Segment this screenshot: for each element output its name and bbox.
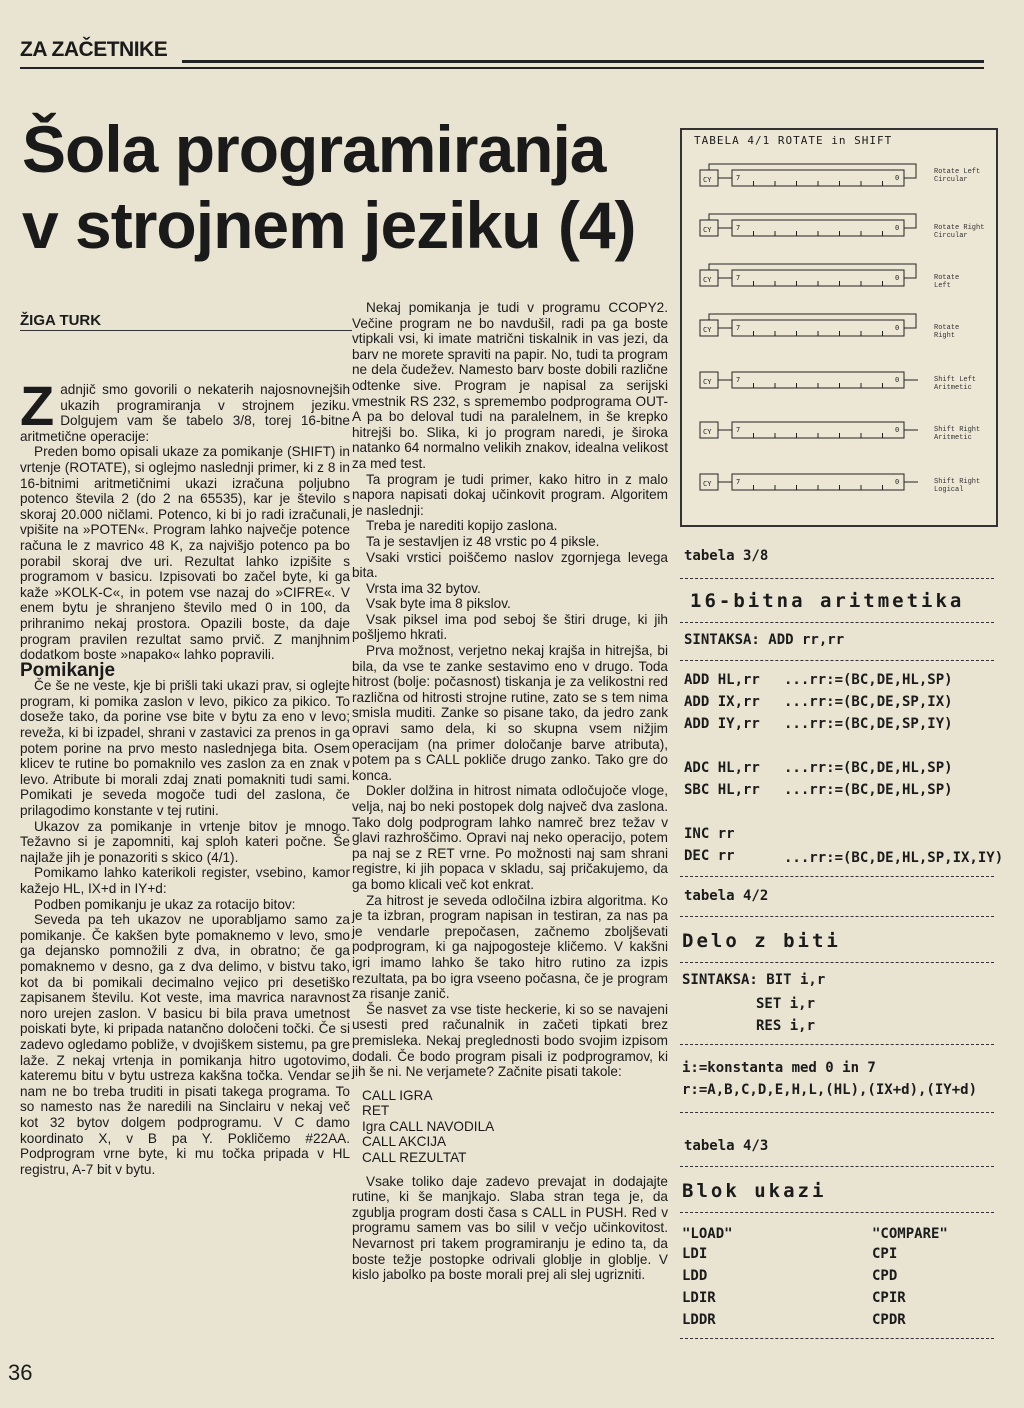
code-line: CALL AKCIJA [362, 1134, 447, 1150]
bit0-label: 0 [895, 426, 900, 434]
table-3-8-op: ADC HL,rr [684, 760, 760, 776]
table-4-1-caption: TABELA 4/1 ROTATE in SHIFT [694, 134, 893, 147]
table-3-8-desc: ...rr:=(BC,DE,SP,IX) [784, 694, 953, 710]
carry-label: CY [703, 276, 712, 284]
bit0-label: 0 [895, 174, 900, 182]
table-3-8-desc: ...rr:=(BC,DE,SP,IY) [784, 716, 953, 732]
table-3-8-op: ADD IY,rr [684, 716, 760, 732]
carry-label: CY [703, 176, 712, 184]
table-3-8-op: ADD HL,rr [684, 672, 760, 688]
table-4-2-def: r:=A,B,C,D,E,H,L,(HL),(IX+d),(IY+d) [682, 1082, 978, 1098]
carry-label: CY [703, 428, 712, 436]
column-1 [20, 374, 350, 1177]
table-3-8-op: SBC HL,rr [684, 782, 760, 798]
table-4-3-head-compare: "COMPARE" [872, 1226, 948, 1242]
table-3-8-title: 16-bitna aritmetika [690, 590, 965, 612]
col1-paragraph: Če še ne veste, kje bi prišli taki ukazi prav, si oglejte program, ki pomika zaslon v levo, pikico za pikico. To doseže tako, da porine vse bite v bytu za eno v levo; reveža, ki bi izpadel, shrani v zastavici za prenos in ga potem porine na prvo mesto naslednjega bita. Osem klicev te rutine bo pomaknilo ves zaslon za en znak v levo. Atribute bi morali zdaj znati pomakniti tudi sami. Pomikati je seveda mogoče tudi del zaslona, če prilagodimo konstante v tej rutini. [20, 678, 350, 819]
table-divider [680, 578, 994, 579]
table-4-3-cell: LDDR [682, 1312, 716, 1328]
col2-paragraph: Dokler dolžina in hitrost nimata odločujoče vloge, velja, naj bo neki postopek dolg največ dva zaslona. Tako dolg podprogram lahko namreč brez težav v glavi razhroščimo. Opravi naj neko operacijo, potem pa naj se z RET vrne. Po možnosti naj sam shrani registre, ki jih popaca v skladu, saj pričakujemo, da ga bomo klicali več kot enkrat. [352, 783, 668, 892]
bit0-label: 0 [895, 478, 900, 486]
table-4-3-cell: CPD [872, 1268, 898, 1284]
table-divider [680, 962, 994, 963]
carry-label: CY [703, 226, 712, 234]
table-4-3-cell: CPI [872, 1246, 898, 1262]
code-line: Igra CALL NAVODILA [362, 1118, 495, 1134]
col2-paragraph: Za hitrost je seveda odločilna izbira algoritma. Ko je ta izbran, program napisan in testiran, za nas pa je vendarle prepočasen, začnemo zboljševati podprogram, ki ga najpogosteje kličemo. V kakšni igri imamo lahko še tako hitro rutino za izpis rezultata, pa bo igra vseeno počasna, če je program za risanje zanič. [352, 892, 668, 1002]
col2-paragraph: Prva možnost, verjetno nekaj krajša in hitrejša, bi bila, da vse te zanke sestavimo eno v drugo. Toda hitrost (bolje: počasnost) tiskanja je za velikostni red različna od hitrosti strojne rutine, zato se s tem nima smisla muditi. Zanke so pisane tako, da jedro zank opravi samo dela, ki so skupna vsem nižjim operacijam (na primer določanje barve atributa), potem pa s CALL pokliče drugo zanko. Tako gre do konca. [352, 643, 668, 783]
col1-paragraph: Ukazov za pomikanje in vrtenje bitov je mnogo. Težavno si je zapomniti, kaj sploh kateri počne. Še najlaže jih je ponazoriti s skico (4/1). [20, 818, 350, 865]
article-title-line1: Šola programiranja [22, 112, 606, 186]
column-2 [352, 300, 668, 1283]
table-4-2-def: i:=konstanta med 0 in 7 [682, 1060, 876, 1076]
drop-cap: Z [20, 374, 55, 437]
table-divider [680, 1166, 994, 1167]
code-line: CALL IGRA [362, 1087, 433, 1103]
section-tag: ZA ZAČETNIKE [20, 38, 168, 61]
bit0-label: 0 [895, 274, 900, 282]
table-3-8-desc: ...rr:=(BC,DE,HL,SP,IX,IY) [784, 850, 1004, 866]
col2-paragraph: Nekaj pomikanja je tudi v programu CCOPY2. Večine program ne bo navdušil, radi pa ga boste vtipkali vsi, ki imate matrični tiskalnik in vas jezi, da barv ne morete spraviti na papir. No, tudi ta program ne dela čudežev. Namesto barv boste dobili različne odtenke sive. Program je napisal za serijski vmestnik RS 232, s spremembo podprograma OUT-A pa bo deloval tudi na paralelnem, in še krepko hitrejši bo. Slika, ki jo program naredi, je široka natanko 64 normalno velikih znakov, idealna velikost za med test. [352, 300, 668, 471]
table-4-3-cell: LDI [682, 1246, 708, 1262]
row-label: Rotate Right Circular [934, 224, 985, 240]
code-listing [352, 1088, 668, 1166]
table-divider [680, 1112, 994, 1113]
col2-paragraph: Vsak piksel ima pod seboj še štiri druge, ki jih pošljemo hkrati. [352, 611, 668, 643]
row-label: Rotate Right [934, 324, 960, 340]
table-3-8-desc: ...rr:=(BC,DE,HL,SP) [784, 672, 953, 688]
table-3-8-syntax: SINTAKSA: ADD rr,rr [684, 632, 845, 648]
table-4-3-cell: CPDR [872, 1312, 906, 1328]
row-label: Rotate Left Circular [934, 168, 981, 184]
table-3-8-op: DEC rr [684, 848, 735, 864]
row-label: Shift Left Aritmetic [934, 376, 977, 392]
bit7-label: 7 [736, 174, 741, 182]
table-divider [680, 1044, 994, 1045]
bit7-label: 7 [736, 478, 741, 486]
code-line: CALL REZULTAT [362, 1150, 467, 1166]
carry-label: CY [703, 378, 712, 386]
table-4-2-label: tabela 4/2 [684, 888, 769, 904]
bit7-label: 7 [736, 376, 741, 384]
author-rule [20, 330, 352, 331]
col1-paragraph: Preden bomo opisali ukaze za pomikanje (SHIFT) in vrtenje (ROTATE), si oglejmo naslednji primer, ki z 8 in 16-bitnimi aritmetičnimi ukazi izračuna poljubno potenco števila 2 (do 2 na 65535), kar je število s skoraj 20.000 ničlami. Potenco, ki bi jo radi izračunali, vpišite na »POTEN«. Program lahko največje potence računa le z mavrico 48 K, za najvišjo potenco pa bo porabil skoraj dve uri. Rezultat lahko izpišite s programom v basicu. Izpisovati bo začel byte, ki ga kaže »KOLK-C«, in potem vse nazaj do »CIFRE«. V enem bytu je shranjeno število med 0 in 100, da prihranimo nekaj prostora. Opazili boste, da daje program pravilen rezultat samo prvič. Z manjhnim dodatkom boste »napako« lahko popravili. [20, 444, 350, 663]
bit7-label: 7 [736, 324, 741, 332]
bit7-label: 7 [736, 426, 741, 434]
bit0-label: 0 [895, 376, 900, 384]
table-3-8-desc: ...rr:=(BC,DE,HL,SP) [784, 760, 953, 776]
header-rule [182, 60, 984, 63]
bit0-label: 0 [895, 324, 900, 332]
row-label: Shift Right Logical [934, 478, 981, 494]
subheading-pomikanje: Pomikanje [20, 659, 116, 681]
table-3-8-label: tabela 3/8 [684, 548, 769, 564]
bit0-label: 0 [895, 224, 900, 232]
table-divider [680, 622, 994, 623]
col2-paragraph: Vrsta ima 32 bytov. [366, 580, 481, 596]
col1-paragraph: Podben pomikanju je ukaz za rotacijo bitov: [34, 896, 296, 912]
table-4-3-cell: CPIR [872, 1290, 906, 1306]
table-4-3-cell: LDIR [682, 1290, 716, 1306]
table-4-2-syntax: SINTAKSA: BIT i,r [682, 972, 826, 988]
bit7-label: 7 [736, 274, 741, 282]
col2-paragraph: Treba je narediti kopijo zaslona. [366, 518, 558, 534]
row-label: Shift Right Aritmetic [934, 426, 981, 442]
table-4-3-head-load: "LOAD" [682, 1226, 733, 1242]
col2-paragraph: Še nasvet za vse tiste heckerie, ki so se navajeni usesti pred računalnik in začeti tipkati brez premisleka. Nekaj preglednosti bodo svojim izpisom dodali. Če bodo program pisali iz podprogramov, ki jih še ni. Ne verjamete? Začnite pisati takole: [352, 1001, 668, 1080]
table-3-8-op: INC rr [684, 826, 735, 842]
col2-paragraph: Ta program je tudi primer, kako hitro in z malo napora napisati dokaj učinkovit program. Algoritem je naslednji: [352, 471, 668, 518]
header-rule-2 [20, 67, 984, 69]
table-3-8-desc: ...rr:=(BC,DE,HL,SP) [784, 782, 953, 798]
table-4-2-title: Delo z biti [682, 930, 841, 952]
col1-paragraph: adnjič smo govorili o nekaterih najosnovnejših ukazih programiranja v strojnem jeziku. Dolgujem vam še tabelo 3/8, torej 16-bitne aritmetične operacije: [20, 382, 350, 444]
table-4-2-res: RES i,r [756, 1018, 816, 1034]
bit7-label: 7 [736, 224, 741, 232]
rotate-shift-diagram [690, 158, 930, 518]
article-title-line2: v strojnem jeziku (4) [22, 188, 636, 262]
table-divider [680, 660, 994, 661]
table-divider [680, 916, 994, 917]
col2-paragraph: Vsak byte ima 8 pikslov. [366, 596, 511, 612]
col1-paragraph: Seveda pa teh ukazov ne uporabljamo samo za pomikanje. Če kakšen byte pomaknemo v levo, smo ga dejansko pomnožili z dva, in obratno; če ga pomaknemo v desno, ga z dva delimo, v bistvu tako, kot da bi pomikali decimalno vejico pri desetiško zapisanem številu. Kot veste, ima mavrica naravnost norо urejen zaslon. V basicu bi bila prava umetnost poiskati byte, ki pripada natančno določeni točki. Če si zadevo ogledamo pobliže, v dvojiškem sistemu, pa gre laže. Z nekaj vrtenja in pomikanja hitro ugotovimo, kateremu bitu v bytu ustreza kakšna točka. Vendar se nam ne bo treba truditi in pisati takega programa. To so namesto nas že naredili na Sinclairu v nekaj več kot 32 bytov dolgem podprogramu. V C damo koordinato X, v B pa Y. Pokličemo #22AA. Podprogram vrne byte, ki mu točka pripada v HL registru, A-7 bit v bytu. [20, 912, 350, 1177]
table-divider [680, 1338, 994, 1339]
table-4-3-cell: LDD [682, 1268, 708, 1284]
table-3-8-op: ADD IX,rr [684, 694, 760, 710]
col2-paragraph: Ta je sestavljen iz 48 vrstic po 4 piksle. [366, 533, 600, 549]
page-number: 36 [8, 1360, 33, 1385]
author: ŽIGA TURK [20, 312, 102, 329]
table-4-2-set: SET i,r [756, 996, 816, 1012]
table-4-3-title: Blok ukazi [682, 1180, 827, 1202]
table-divider [680, 1212, 994, 1213]
carry-label: CY [703, 480, 712, 488]
table-4-3-label: tabela 4/3 [684, 1138, 769, 1154]
code-line: RET [362, 1103, 390, 1119]
col2-paragraph: Vsake toliko daje zadevo prevajat in dodajajte rutine, ki še manjkajo. Slaba stran tega je, da zgublja program dosti časa s CALL in PUSH. Red v programu samem vas bo silil v večjo učinkovitost. Nevarnost pri takem programiranju je edino ta, da boste težje postopke odrivali globlje in globlje. V kislo jabolko pa boste morali prej ali slej ugrizniti. [352, 1173, 668, 1283]
carry-label: CY [703, 326, 712, 334]
col2-paragraph: Vsaki vrstici poiščemo naslov zgornjega levega bita. [352, 549, 668, 581]
row-label: Rotate Left [934, 274, 960, 290]
table-divider [680, 876, 994, 877]
col1-paragraph: Pomikamo lahko katerikoli register, vsebino, kamor kažejo HL, IX+d in IY+d: [20, 865, 350, 896]
